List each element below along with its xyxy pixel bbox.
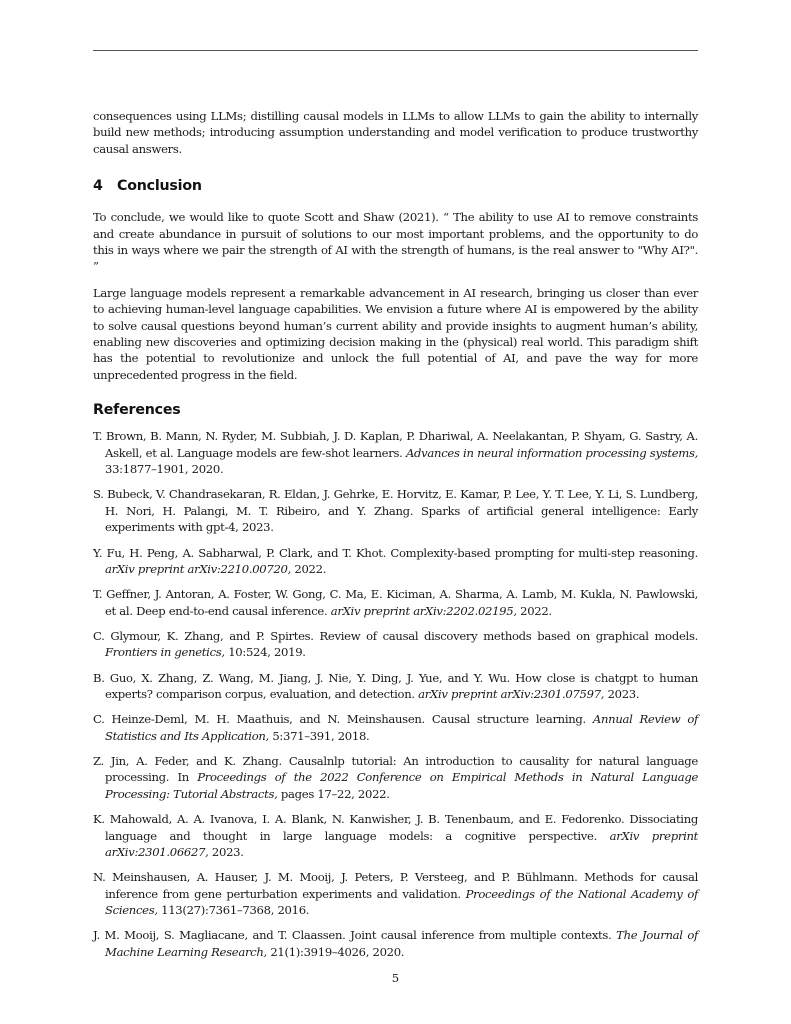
reference-details: 113(27):7361–7368, 2016. <box>161 903 310 918</box>
reference-authors: C. Glymour, K. Zhang, and P. Spirtes. Review of causal discovery methods based on graphical models. <box>93 628 698 643</box>
reference-authors: Z. Jin, A. Feder, and K. Zhang. Causalnlp tutorial: An introduction to causality for natural language processing. In <box>93 754 698 785</box>
reference-details: 5:371–391, 2018. <box>272 728 370 743</box>
reference-item <box>93 545 698 578</box>
reference-item <box>93 927 698 960</box>
reference-authors: T. Geffner, J. Antoran, A. Foster, W. Gong, C. Ma, E. Kiciman, A. Sharma, A. Lamb, M. Kukla, N. Pawlowski, et al. Deep end-to-end causal inference. <box>93 587 698 618</box>
reference-item <box>93 628 698 661</box>
reference-item <box>93 670 698 703</box>
reference-details: 2023. <box>607 687 640 702</box>
reference-authors: K. Mahowald, A. A. Ivanova, I. A. Blank, N. Kanwisher, J. B. Tenenbaum, and E. Fedorenko. Dissociating language and thought in large language models: a cognitive perspective. <box>93 812 698 843</box>
section-title: Conclusion <box>117 178 202 195</box>
reference-item <box>93 586 698 619</box>
reference-venue: Advances in neural information processing systems, <box>405 445 699 460</box>
reference-venue: Proceedings of the National Academy of Sciences, <box>105 886 698 918</box>
reference-item <box>93 811 698 860</box>
reference-item <box>93 428 698 477</box>
reference-details: 2022. <box>520 603 552 618</box>
reference-venue: arXiv preprint arXiv:2202.02195, <box>330 603 517 618</box>
intro-paragraph: consequences using LLMs; distilling causal models in LLMs to allow LLMs to gain the ability to internally build new methods; introducing assumption understanding and model verification to produce trustworthy causal answers. <box>93 109 698 156</box>
reference-authors: T. Brown, B. Mann, N. Ryder, M. Subbiah, J. D. Kaplan, P. Dhariwal, A. Neelakantan, P. Shyam, G. Sastry, A. Askell, et al. Language models are few-shot learners. <box>93 429 698 460</box>
reference-details: 2023. <box>211 844 244 859</box>
reference-item <box>93 869 698 918</box>
page-number: 5 <box>391 971 400 985</box>
reference-authors: N. Meinshausen, A. Hauser, J. M. Mooij, J. Peters, P. Versteeg, and P. Bühlmann. Methods for causal inference from gene perturbation experiments and validation. <box>93 870 698 901</box>
reference-venue: arXiv preprint arXiv:2210.00720, <box>105 561 291 576</box>
reference-authors: Y. Fu, H. Peng, A. Sabharwal, P. Clark, and T. Khot. Complexity-based prompting for multi-step reasoning. <box>93 545 698 560</box>
reference-venue: Annual Review of Statistics and Its Application, <box>105 712 698 743</box>
reference-list <box>93 428 698 960</box>
references-heading: References <box>93 402 181 419</box>
conclusion-paragraph-1: To conclude, we would like to quote Scott and Shaw (2021). “ The ability to use AI to remove constraints and create abundance in pursuit of solutions to our most important problems, and the opportunity to do this in ways where we pair the strength of AI with the strength of humans, is the real answer to "Why AI?". ” <box>93 210 698 274</box>
reference-details: 10:524, 2019. <box>228 645 306 660</box>
reference-authors: C. Heinze-Deml, M. H. Maathuis, and N. Meinshausen. Causal structure learning. <box>93 712 586 727</box>
reference-venue: arXiv preprint arXiv:2301.07597, <box>418 687 605 702</box>
reference-venue: Proceedings of the 2022 Conference on Empirical Methods in Natural Language Processing: Tutorial Abstracts, <box>105 770 699 801</box>
reference-venue: The Journal of Machine Learning Research, <box>105 928 699 959</box>
header-rule <box>93 50 698 51</box>
reference-authors: J. M. Mooij, S. Magliacane, and T. Claassen. Joint causal inference from multiple contexts. <box>93 928 612 943</box>
reference-details: pages 17–22, 2022. <box>280 786 390 801</box>
reference-details: 21(1):3919–4026, 2020. <box>270 944 405 959</box>
page-body <box>93 108 698 969</box>
reference-venue: Frontiers in genetics, <box>105 645 225 660</box>
reference-venue: arXiv preprint arXiv:2301.06627, <box>105 828 699 859</box>
reference-item <box>93 486 698 535</box>
reference-authors: S. Bubeck, V. Chandrasekaran, R. Eldan, J. Gehrke, E. Horvitz, E. Kamar, P. Lee, Y. T. Lee, Y. Li, S. Lundberg, H. Nori, H. Palangi, M. T. Ribeiro, and Y. Zhang. Sparks of artificial general intelligence: Early experiments with gpt-4, 2023. <box>93 487 698 535</box>
section-heading-conclusion <box>93 177 698 195</box>
reference-authors: B. Guo, X. Zhang, Z. Wang, M. Jiang, J. Nie, Y. Ding, J. Yue, and Y. Wu. How close is chatgpt to human experts? comparison corpus, evaluation, and detection. <box>93 670 698 702</box>
reference-details: 33:1877–1901, 2020. <box>105 462 224 477</box>
conclusion-paragraph-2: Large language models represent a remarkable advancement in AI research, bringing us closer than ever to achieving human-level language capabilities. We envision a future where AI is empowered by the ability to solve causal questions beyond human’s current ability and provide insights to augment human’s ability, enabling new discoveries and optimizing decision making in the (physical) real world. This paradigm shift has the potential to revolutionize and unlock the full potential of AI, and pave the way for more unprecedented progress in the field. <box>93 285 698 382</box>
reference-item <box>93 753 698 802</box>
reference-item <box>93 711 698 744</box>
section-number: 4 <box>93 178 103 195</box>
reference-details: 2022. <box>294 561 327 576</box>
